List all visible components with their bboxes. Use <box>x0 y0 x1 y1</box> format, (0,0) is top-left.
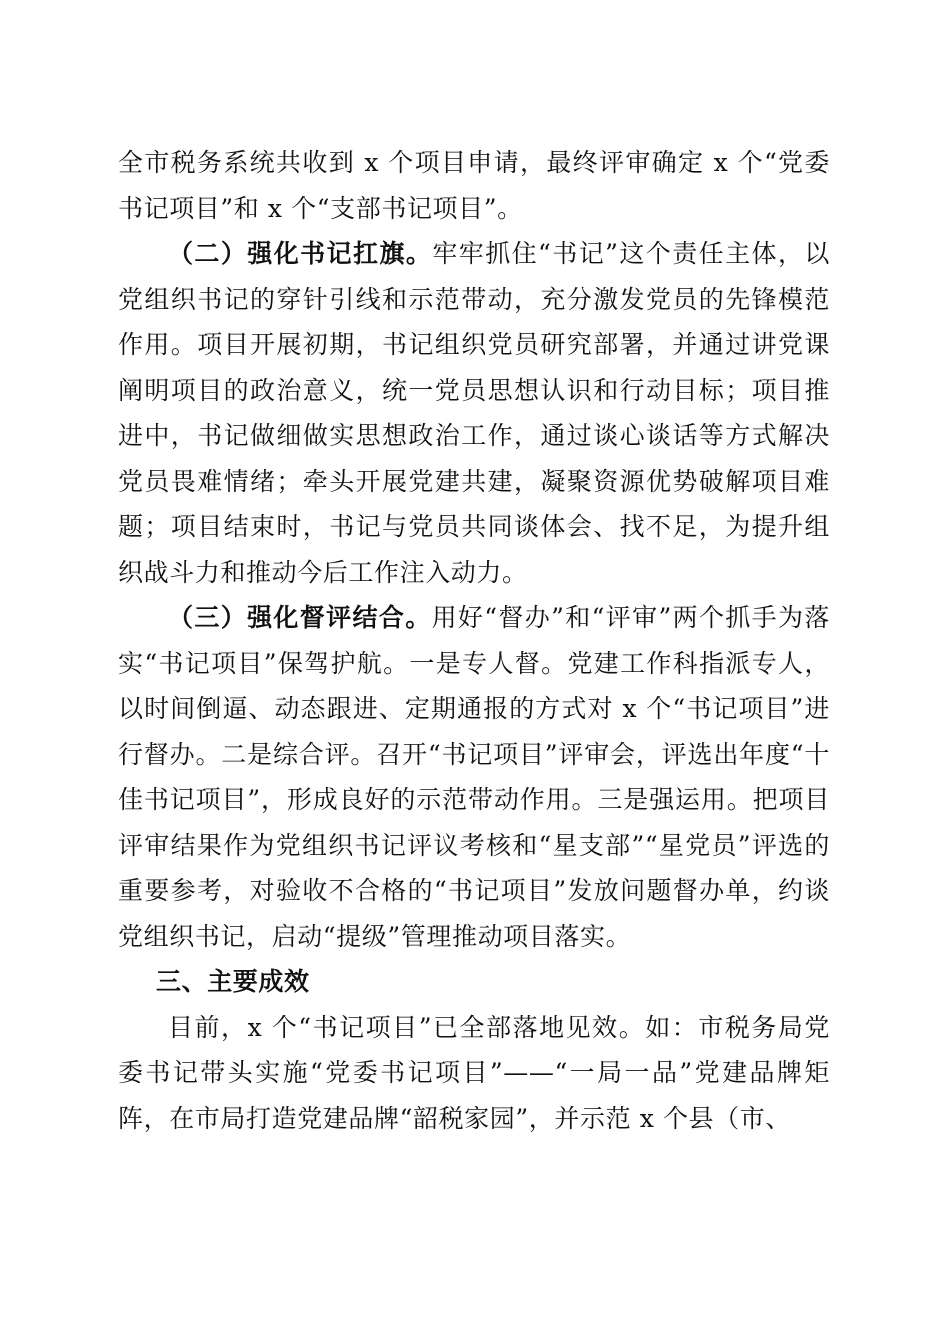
paragraph-text: 牢牢抓住“书记”这个责任主体，以党组织书记的穿针引线和示范带动，充分激发党员的先锋模范作用。项目开展初期，书记组织党员研究部署，并通过讲党课阐明项目的政治意义，统一党员思想认识和行动目标；项目推进中，书记做细做实思想政治工作，通过谈心谈话等方式解决党员畏难情绪；牵头开展党建共建，凝聚资源优势破解项目难题；项目结束时，书记与党员共同谈体会、找不足，为提升组织战斗力和推动今后工作注入动力。 <box>118 239 830 587</box>
document-body <box>118 140 830 1141</box>
paragraph-lead-heading: （三）强化督评结合。 <box>168 603 432 632</box>
paragraph-secretary-lead <box>118 231 830 595</box>
paragraph-text: 用好“督办”和“评审”两个抓手为落实“书记项目”保驾护航。一是专人督。党建工作科指派专人，以时间倒逼、动态跟进、定期通报的方式对 x 个“书记项目”进行督办。二是综合评。召开“书记项目”评审会，评选出年度“十佳书记项目”，形成良好的示范带动作用。三是强运用。把项目评审结果作为党组织书记评议考核和“星支部”“星党员”评选的重要参考，对验收不合格的“书记项目”发放问题督办单，约谈党组织书记，启动“提级”管理推动项目落实。 <box>118 603 830 951</box>
section-heading-main-results: 三、主要成效 <box>156 967 310 996</box>
paragraph-results <box>118 1005 830 1142</box>
paragraph-lead-heading: （二）强化书记扛旗。 <box>168 239 433 268</box>
paragraph-supervision-evaluation <box>118 595 830 959</box>
paragraph-text: 目前，x 个“书记项目”已全部落地见效。如：市税务局党委书记带头实施“党委书记项目”——“一局一品”党建品牌矩阵，在市局打造党建品牌“韶税家园”，并示范 x 个县（市、 <box>118 1012 830 1133</box>
paragraph-text: 全市税务系统共收到 x 个项目申请，最终评审确定 x 个“党委书记项目”和 x 个“支部书记项目”。 <box>118 148 830 223</box>
paragraph-project-applications <box>118 140 830 231</box>
